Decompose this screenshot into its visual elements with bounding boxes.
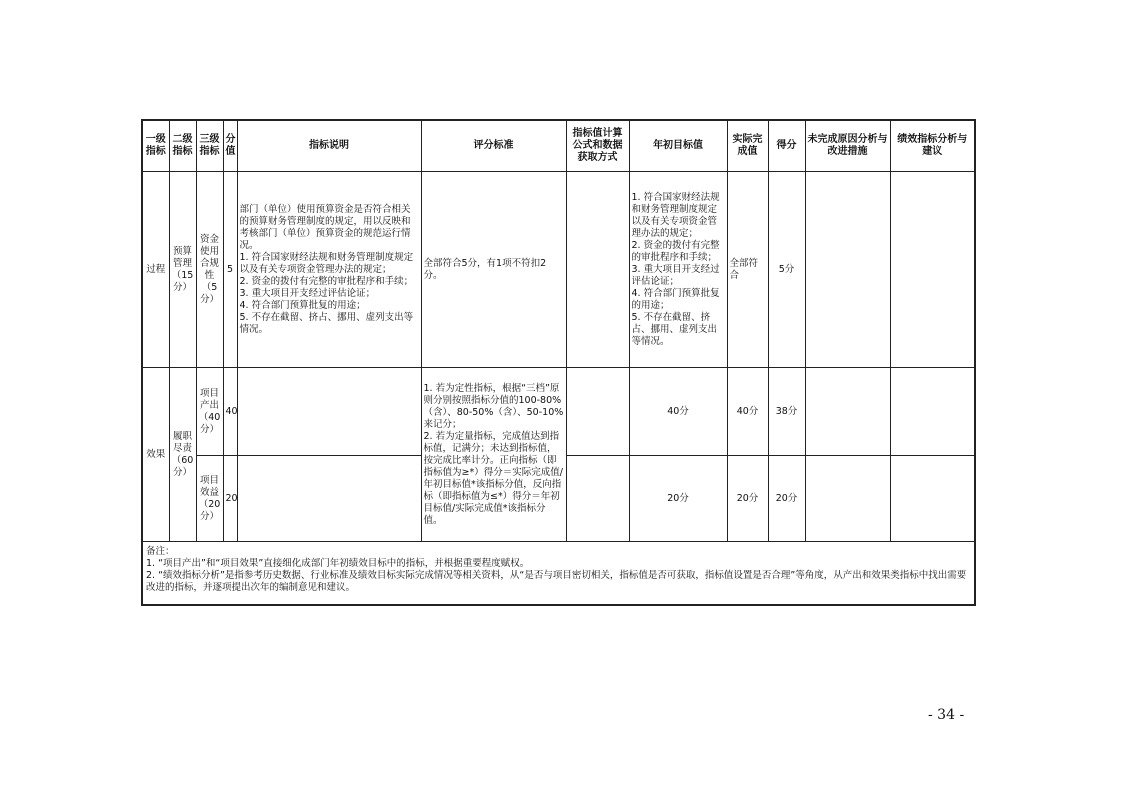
header-level2: 二级指标 <box>169 120 196 172</box>
cell-formula <box>566 368 629 456</box>
header-level1: 一级指标 <box>142 120 169 172</box>
header-formula: 指标值计算公式和数据获取方式 <box>566 120 629 172</box>
cell-description: 部门（单位）使用预算资金是否符合相关的预算财务管理制度的规定，用以反映和考核部门（单位）预算资金的规范运行情况。 1. 符合国家财经法规和财务管理制度规定以及有关专项资金管理办法的规定； 2. 资金的拨付有完整的审批程序和手续； 3. 重大项目开支经过评估论证； 4. 符合部门预算批复的用途； 5. 不存在截留、挤占、挪用、虚列支出等情况。 <box>237 172 421 368</box>
cell-reason <box>805 456 890 542</box>
cell-level1: 效果 <box>142 368 169 542</box>
cell-reason <box>805 172 890 368</box>
cell-level3: 项目产出（40分） <box>196 368 223 456</box>
page-number: - 34 - <box>928 707 965 723</box>
cell-description <box>237 368 421 456</box>
cell-level1: 过程 <box>142 172 169 368</box>
remarks-line-2: 2. “绩效指标分析”是指参考历史数据、行业标准及绩效目标实际完成情况等相关资料，从“是否与项目密切相关，指标值是否可获取，指标值设置是否合理”等角度，从产出和效果类指标中找出需要改进的指标，并逐项提出次年的编制意见和建议。 <box>146 570 967 593</box>
header-target: 年初目标值 <box>629 120 727 172</box>
cell-criteria: 全部符合5分，有1项不符扣2分。 <box>421 172 566 368</box>
header-actual: 实际完成值 <box>727 120 768 172</box>
table-row-output <box>142 368 975 456</box>
cell-actual: 20分 <box>727 456 768 542</box>
cell-target: 1. 符合国家财经法规和财务管理制度规定以及有关专项资金管理办法的规定； 2. 资金的拨付有完整的审批程序和手续； 3. 重大项目开支经过评估论证； 4. 符合部门预算批复的用途； 5. 不存在截留、挤占、挪用、虚列支出等情况。 <box>629 172 727 368</box>
remarks-title: 备注： <box>146 546 175 557</box>
cell-description <box>237 456 421 542</box>
table-row-process <box>142 172 975 368</box>
header-score-value: 分值 <box>223 120 237 172</box>
performance-table <box>141 119 976 606</box>
cell-score-value: 40 <box>223 368 237 456</box>
cell-level3: 资金使用合规性（5分） <box>196 172 223 368</box>
table-row-remarks <box>142 542 975 606</box>
header-criteria: 评分标准 <box>421 120 566 172</box>
header-score: 得分 <box>768 120 805 172</box>
cell-analysis <box>890 456 975 542</box>
cell-level2: 预算管理（15分） <box>169 172 196 368</box>
cell-score: 20分 <box>768 456 805 542</box>
header-row <box>142 120 975 172</box>
performance-table-wrapper <box>141 119 974 606</box>
remarks-cell <box>142 542 975 606</box>
cell-analysis <box>890 172 975 368</box>
cell-target: 20分 <box>629 456 727 542</box>
cell-formula <box>566 172 629 368</box>
remarks-line-1: 1. “项目产出”和“项目效果”直接细化成部门年初绩效目标中的指标，并根据重要程度赋权。 <box>146 558 530 569</box>
cell-target: 40分 <box>629 368 727 456</box>
cell-level2: 履职尽责（60分） <box>169 368 196 542</box>
cell-reason <box>805 368 890 456</box>
cell-level3: 项目效益（20分） <box>196 456 223 542</box>
cell-analysis <box>890 368 975 456</box>
header-analysis: 绩效指标分析与建议 <box>890 120 975 172</box>
cell-score: 5分 <box>768 172 805 368</box>
cell-actual: 40分 <box>727 368 768 456</box>
cell-formula <box>566 456 629 542</box>
header-reason: 未完成原因分析与改进措施 <box>805 120 890 172</box>
header-level3: 三级指标 <box>196 120 223 172</box>
cell-actual: 全部符合 <box>727 172 768 368</box>
cell-score-value: 5 <box>223 172 237 368</box>
header-description: 指标说明 <box>237 120 421 172</box>
cell-score: 38分 <box>768 368 805 456</box>
cell-criteria: 1. 若为定性指标，根据“三档”原则分别按照指标分值的100-80%（含）、80-50%（含）、50-10%来记分； 2. 若为定量指标，完成值达到指标值，记满分；未达到指标值，按完成比率计分。正向指标（即指标值为≥*）得分＝实际完成值/年初目标值*该指标分值，反向指标（即指标值为≤*）得分＝年初目标值/实际完成值*该指标分值。 <box>421 368 566 542</box>
cell-score-value: 20 <box>223 456 237 542</box>
